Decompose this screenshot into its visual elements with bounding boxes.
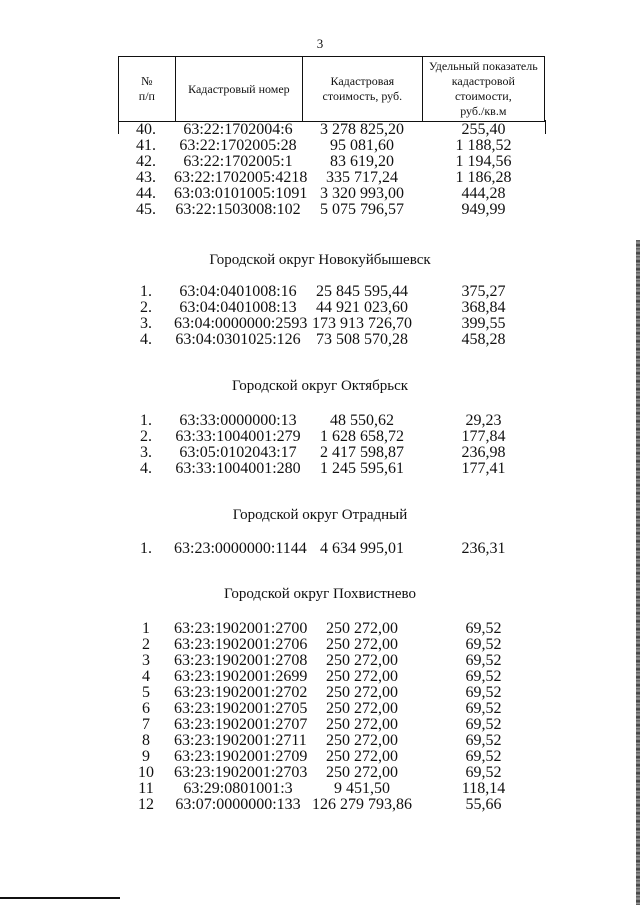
- specific-value: 69,52: [465, 636, 502, 653]
- table-header: [118, 56, 545, 122]
- specific-value: 949,99: [461, 201, 506, 218]
- cadastral-number: 63:33:0000000:13: [179, 412, 297, 429]
- cadastral-value: 44 921 023,60: [316, 299, 408, 316]
- table-row: [0, 653, 640, 669]
- cadastral-number: 63:04:0301025:126: [175, 331, 301, 348]
- specific-value: 69,52: [465, 732, 502, 749]
- table-row: [0, 669, 640, 685]
- cadastral-value: 73 508 570,28: [316, 331, 408, 348]
- row-number: 42.: [136, 153, 156, 170]
- row-number: 44.: [136, 185, 156, 202]
- cadastral-value: 250 272,00: [326, 620, 398, 637]
- row-number: 1: [142, 620, 150, 637]
- table-row: [0, 300, 640, 316]
- row-number: 3.: [140, 315, 152, 332]
- row-number: 3.: [140, 444, 152, 461]
- table-row: [0, 154, 640, 170]
- cadastral-value: 250 272,00: [326, 716, 398, 733]
- row-number: 2.: [140, 428, 152, 445]
- cadastral-number: 63:23:1902001:2707: [174, 716, 308, 733]
- specific-value: 29,23: [465, 412, 502, 429]
- cadastral-value: 126 279 793,86: [312, 796, 412, 813]
- cadastral-number: 63:22:1702005:1: [183, 153, 293, 170]
- header-specific-value: Удельный показатель кадастровой стоимости, руб./кв.м: [422, 57, 544, 122]
- row-number: 7: [142, 716, 150, 733]
- cadastral-value: 95 081,60: [330, 137, 394, 154]
- cadastral-number: 63:23:1902001:2709: [174, 748, 308, 765]
- row-number: 4: [142, 668, 150, 685]
- row-number: 9: [142, 748, 150, 765]
- specific-value: 69,52: [465, 700, 502, 717]
- cadastral-number: 63:23:1902001:2700: [174, 620, 308, 637]
- cadastral-number: 63:22:1702004:6: [183, 121, 293, 138]
- cadastral-value: 3 320 993,00: [320, 185, 404, 202]
- cadastral-number: 63:04:0000000:2593: [174, 315, 308, 332]
- row-number: 11: [138, 780, 154, 797]
- specific-value: 1 194,56: [455, 153, 512, 170]
- section-title: Городской округ Октябрьск: [231, 378, 409, 394]
- cadastral-number: 63:04:0401008:13: [179, 299, 297, 316]
- cadastral-number: 63:29:0801001:3: [183, 780, 293, 797]
- table-row: [0, 717, 640, 733]
- cadastral-number: 63:23:1902001:2699: [174, 668, 308, 685]
- specific-value: 444,28: [461, 185, 506, 202]
- table-row: [0, 749, 640, 765]
- specific-value: 399,55: [461, 315, 506, 332]
- table-row: [0, 413, 640, 429]
- table-row: [0, 186, 640, 202]
- specific-value: 69,52: [465, 764, 502, 781]
- table-row: [0, 701, 640, 717]
- table-row: [0, 541, 640, 557]
- cadastral-number: 63:23:1902001:2702: [174, 684, 308, 701]
- specific-value: 236,98: [461, 444, 506, 461]
- cadastral-number: 63:22:1702005:28: [179, 137, 297, 154]
- table-row: [0, 332, 640, 348]
- scan-edge-artifact: [636, 240, 640, 905]
- specific-value: 69,52: [465, 716, 502, 733]
- row-number: 2.: [140, 299, 152, 316]
- specific-value: 236,31: [461, 540, 506, 557]
- specific-value: 69,52: [465, 684, 502, 701]
- table-row: [0, 202, 640, 218]
- cadastral-number: 63:33:1004001:280: [175, 460, 301, 477]
- cadastral-value: 250 272,00: [326, 748, 398, 765]
- cadastral-value: 250 272,00: [326, 668, 398, 685]
- table-row: [0, 122, 640, 138]
- section-title: Городской округ Похвистнево: [224, 586, 416, 602]
- specific-value: 177,41: [461, 460, 506, 477]
- specific-value: 177,84: [461, 428, 506, 445]
- cadastral-number: 63:22:1702005:4218: [174, 169, 308, 186]
- row-number: 40.: [136, 121, 156, 138]
- cadastral-value: 250 272,00: [326, 732, 398, 749]
- row-number: 1.: [140, 412, 152, 429]
- row-number: 8: [142, 732, 150, 749]
- cadastral-value: 250 272,00: [326, 700, 398, 717]
- header-cadastral-value: Кадастровая стоимость, руб.: [303, 57, 423, 122]
- cadastral-value: 25 845 595,44: [316, 283, 408, 300]
- section-title: Городской округ Новокуйбышевск: [209, 252, 431, 268]
- table-row: [0, 284, 640, 300]
- row-number: 3: [142, 652, 150, 669]
- table-row: [0, 765, 640, 781]
- cadastral-number: 63:03:0101005:1091: [174, 185, 308, 202]
- table-row: [0, 797, 640, 813]
- specific-value: 255,40: [461, 121, 506, 138]
- row-number: 12: [138, 796, 154, 813]
- header-row: [119, 57, 545, 122]
- cadastral-value: 4 634 995,01: [320, 540, 404, 557]
- specific-value: 375,27: [461, 283, 506, 300]
- table-row: [0, 170, 640, 186]
- row-number: 4.: [140, 460, 152, 477]
- cadastral-value: 173 913 726,70: [312, 315, 412, 332]
- specific-value: 1 188,52: [455, 137, 512, 154]
- table-row: [0, 429, 640, 445]
- specific-value: 458,28: [461, 331, 506, 348]
- cadastral-value: 250 272,00: [326, 636, 398, 653]
- cadastral-number: 63:07:0000000:133: [175, 796, 301, 813]
- cadastral-number: 63:23:1902001:2711: [174, 732, 307, 749]
- cadastral-number: 63:23:0000000:1144: [174, 540, 307, 557]
- footer-rule: [0, 897, 120, 899]
- table-row: [0, 685, 640, 701]
- cadastral-value: 250 272,00: [326, 652, 398, 669]
- cadastral-value: 335 717,24: [326, 169, 398, 186]
- specific-value: 1 186,28: [455, 169, 512, 186]
- row-number: 43.: [136, 169, 156, 186]
- cadastral-value: 48 550,62: [330, 412, 394, 429]
- cadastral-value: 250 272,00: [326, 764, 398, 781]
- cadastral-value: 1 245 595,61: [320, 460, 404, 477]
- table-row: [0, 621, 640, 637]
- row-number: 1.: [140, 283, 152, 300]
- header-cadastral-number: Кадастровый номер: [175, 57, 302, 122]
- row-number: 6: [142, 700, 150, 717]
- cadastral-value: 250 272,00: [326, 684, 398, 701]
- cadastral-number: 63:05:0102043:17: [179, 444, 297, 461]
- table-row: [0, 316, 640, 332]
- cadastral-value: 83 619,20: [330, 153, 394, 170]
- table-row: [0, 781, 640, 797]
- cadastral-value: 1 628 658,72: [320, 428, 404, 445]
- cadastral-number: 63:23:1902001:2705: [174, 700, 308, 717]
- specific-value: 118,14: [461, 780, 506, 797]
- table-row: [0, 445, 640, 461]
- specific-value: 69,52: [465, 620, 502, 637]
- specific-value: 69,52: [465, 652, 502, 669]
- cadastral-number: 63:23:1902001:2706: [174, 636, 308, 653]
- table-row: [0, 461, 640, 477]
- cadastral-value: 3 278 825,20: [320, 121, 404, 138]
- specific-value: 368,84: [461, 299, 506, 316]
- cadastral-value: 2 417 598,87: [320, 444, 404, 461]
- header-number: № п/п: [119, 57, 176, 122]
- section-title: Городской округ Отрадный: [232, 507, 408, 523]
- cadastral-number: 63:23:1902001:2708: [174, 652, 308, 669]
- row-number: 2: [142, 636, 150, 653]
- table-row: [0, 733, 640, 749]
- specific-value: 69,52: [465, 748, 502, 765]
- cadastral-value: 9 451,50: [334, 780, 390, 797]
- cadastral-value: 5 075 796,57: [320, 201, 404, 218]
- specific-value: 69,52: [465, 668, 502, 685]
- table-row: [0, 637, 640, 653]
- row-number: 5: [142, 684, 150, 701]
- cadastral-number: 63:22:1503008:102: [175, 201, 301, 218]
- table-row: [0, 138, 640, 154]
- cadastral-number: 63:04:0401008:16: [179, 283, 297, 300]
- page-number: 3: [316, 36, 324, 51]
- specific-value: 55,66: [465, 796, 502, 813]
- row-number: 10: [138, 764, 154, 781]
- row-number: 41.: [136, 137, 156, 154]
- cadastral-number: 63:23:1902001:2703: [174, 764, 308, 781]
- row-number: 45.: [136, 201, 156, 218]
- cadastral-number: 63:33:1004001:279: [175, 428, 301, 445]
- row-number: 1.: [140, 540, 152, 557]
- row-number: 4.: [140, 331, 152, 348]
